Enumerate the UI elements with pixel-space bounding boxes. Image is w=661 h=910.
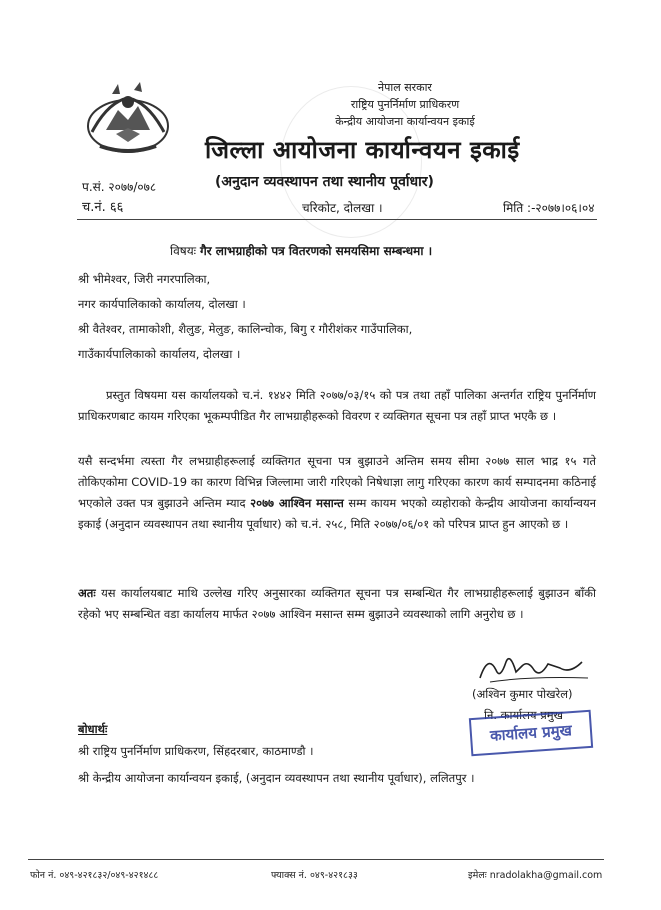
footer-divider	[28, 859, 604, 860]
footer-email: इमेलः nradolakha@gmail.com	[468, 870, 603, 881]
therefore-word: अतः	[78, 586, 96, 600]
footer-fax: फ्याक्स नं. ०४९-४२१८३३	[271, 870, 358, 881]
subject-line	[170, 242, 432, 259]
body-paragraph-3	[78, 583, 596, 625]
nepal-emblem-icon	[78, 80, 178, 160]
header-divider	[77, 219, 597, 220]
dispatch-number: च.नं. ६६	[82, 200, 124, 215]
office-title: जिल्ला आयोजना कार्यान्वयन इकाई	[205, 136, 520, 164]
address-line: गाउँकार्यपालिकाको कार्यालय, दोलखा ।	[78, 347, 241, 361]
body-paragraph-2	[78, 451, 596, 535]
letter-date: मिति :-२०७७।०६।०४	[503, 201, 595, 215]
footer-phone: फोन नं. ०४९-४२१८३२/०४९-४२१४८८	[30, 870, 159, 881]
body-paragraph-2-end: सम्म कायम भएको व्यहोराको केन्द्रीय आयोजना कार्यान्वयन इकाई (अनुदान व्यवस्थापन तथा स्थानीय पूर्वाधार) को च.नं. २५८, मिति २०७७/०६/०१ को परिपत्र प्राप्त हुन आएको छ ।	[78, 496, 596, 531]
header-line-govt: नेपाल सरकार	[378, 81, 432, 94]
fiscal-year-ref: प.सं. २०७७/०७८	[82, 180, 157, 194]
cc-heading: बोधार्थः	[78, 722, 108, 736]
subject-prefix: विषयः	[170, 244, 197, 258]
cc-item: श्री राष्ट्रिय पुनर्निर्माण प्राधिकरण, सिंहदरबार, काठमाण्डौ ।	[78, 744, 314, 758]
deadline-highlight: २०७७ आश्विन मसान्त	[250, 496, 344, 510]
office-location: चरिकोट, दोलखा ।	[302, 201, 383, 215]
body-paragraph-1: प्रस्तुत विषयमा यस कार्यालयको च.नं. १४४२ मिति २०७७/०३/१५ को पत्र तथा तहाँ पालिका अन्तर्गत राष्ट्रिय पुनर्निर्माण प्राधिकरणबाट कायम गरिएका भूकम्पपीडित गैर लाभग्राहीहरूको विवरण र व्यक्तिगत सूचना पत्र तहाँ प्राप्त भएकै छ ।	[78, 388, 596, 423]
signatory-name: (अश्विन कुमार पोखरेल)	[472, 687, 573, 701]
address-line: श्री भीमेश्वर, जिरी नगरपालिका,	[78, 272, 211, 286]
subject-text: गैर लाभग्राहीको पत्र वितरणको समयसिमा सम्बन्धमा ।	[199, 244, 433, 258]
body-paragraph-3-rest: यस कार्यालयबाट माथि उल्लेख गरिए अनुसारका व्यक्तिगत सूचना पत्र सम्बन्धित गैर लाभग्राहीहरूलाई बुझाउन बाँकी रहेको भए सम्बन्धित वडा कार्यालय मार्फत २०७७ आश्विन मसान्त सम्म बुझाउने व्यवस्थाको लागि अनुरोध छ ।	[78, 586, 596, 621]
cc-item: श्री केन्द्रीय आयोजना कार्यान्वयन इकाई, (अनुदान व्यवस्थापन तथा स्थानीय पूर्वाधार), ललितपुर ।	[78, 771, 475, 785]
header-line-central-unit: केन्द्रीय आयोजना कार्यान्वयन इकाई	[335, 115, 475, 128]
body-paragraph-2-start: यसै सन्दर्भमा त्यस्ता गैर लभग्राहीहरूलाई व्यक्तिगत सूचना पत्र बुझाउने अन्तिम समय सीमा २०७७ साल भाद्र १५ गते तोकिएकोमा COVID-19 का कारण विभिन्न जिल्लामा जारी गरिएको निषेधाज्ञा लागु गरिएका कारण कार्य सम्पादनमा कठिनाई भएकोले उक्त पत्र बुझाउने अन्तिम म्याद	[78, 454, 596, 510]
address-line: नगर कार्यपालिकाको कार्यालय, दोलखा ।	[78, 297, 246, 311]
address-line: श्री वैतेश्वर, तामाकोशी, शैलुङ, मेलुङ, कालिन्चोक, बिगु र गौरीशंकर गाउँपालिका,	[78, 322, 413, 336]
header-line-authority: राष्ट्रिय पुनर्निर्माण प्राधिकरण	[350, 98, 460, 111]
office-stamp: कार्यालय प्रमुख	[469, 710, 593, 756]
signatory-role: नि. कार्यालय प्रमुख	[484, 708, 564, 722]
office-subtitle: (अनुदान व्यवस्थापन तथा स्थानीय पूर्वाधार)	[215, 174, 434, 190]
handwritten-signature	[470, 648, 600, 688]
